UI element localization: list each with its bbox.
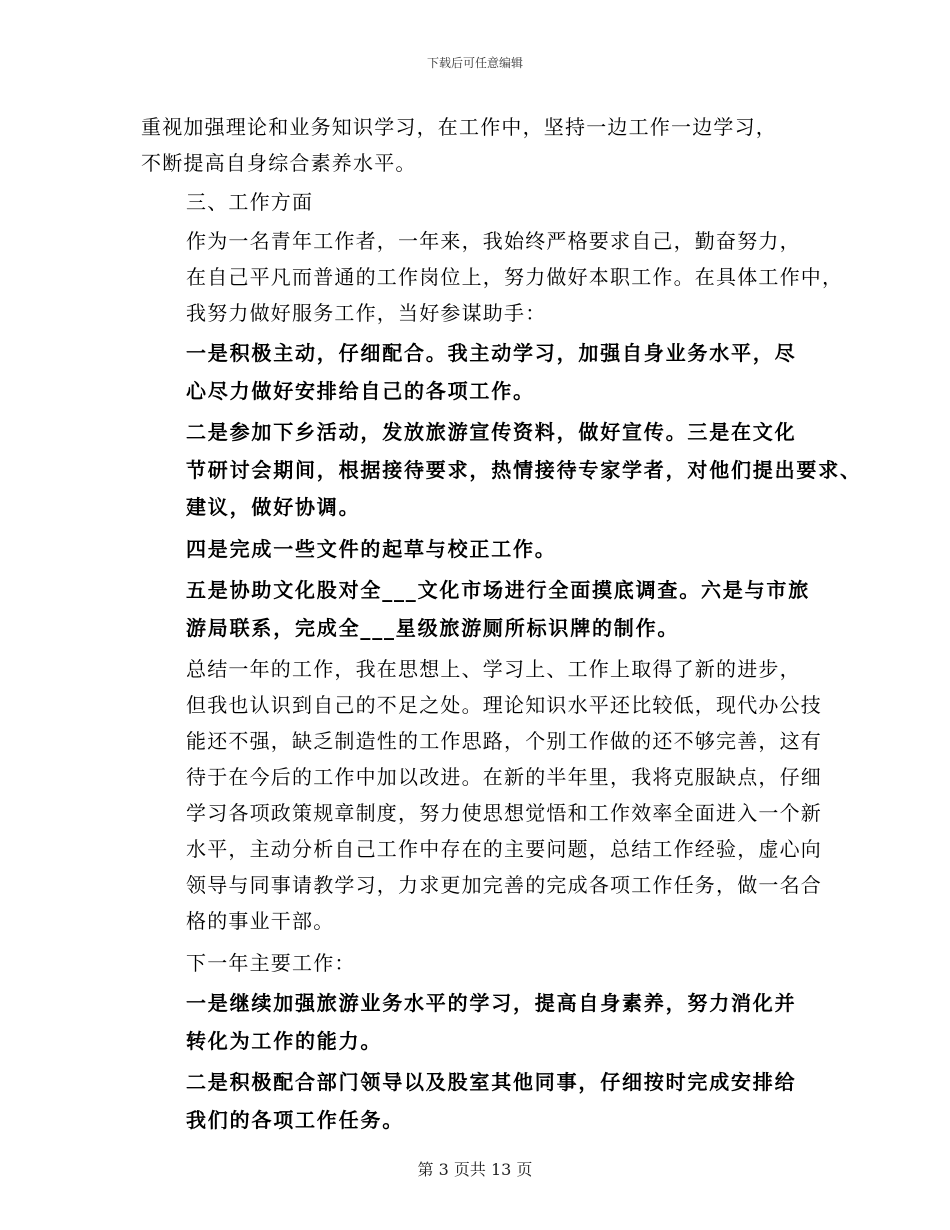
text-line: 二是积极配合部门领导以及股室其他同事，仔细按时完成安排给 [186, 1070, 797, 1094]
text-line: 能还不强，缺乏制造性的工作思路，个别工作做的还不够完善，这有 [186, 729, 822, 753]
text-line: 转化为工作的能力。 [186, 1028, 383, 1053]
text-line: 我们的各项工作任务。 [186, 1107, 404, 1132]
text-line: 游局联系，完成全___星级旅游厕所标识牌的制作。 [186, 615, 680, 640]
text-line: 水平，主动分析自己工作中存在的主要问题，总结工作经验，虚心向 [186, 837, 822, 861]
paragraph-7-bold [141, 572, 821, 647]
text-line: 领导与同事请教学习，力求更加完善的完成各项工作任务，做一名合 [186, 873, 822, 897]
text-line: 建议，做好协调。 [186, 495, 361, 519]
text-line: 我努力做好服务工作，当好参谋助手： [186, 301, 547, 325]
text-line: 三、工作方面 [186, 190, 314, 214]
paragraph-next-2-bold [141, 1064, 821, 1139]
paragraph-next-1-bold [141, 985, 821, 1060]
paragraph-summary [141, 651, 821, 939]
text-line: 待于在今后的工作中加以改进。在新的半年里，我将克服缺点，仔细 [186, 765, 822, 789]
text-line: 节研讨会期间，根据接待要求，热情接待专家学者，对他们提出要求、 [186, 457, 862, 482]
paragraph-3 [141, 223, 844, 331]
page-footer: 第 3 页共 13 页 [417, 1160, 533, 1179]
paragraph-5-bold [141, 414, 862, 527]
text-line: 在自己平凡而普通的工作岗位上，努力做好本职工作。在具体工作中， [186, 265, 844, 289]
text-line: 不断提高自身综合素养水平。 [141, 151, 417, 175]
section-heading-next-year [141, 945, 821, 981]
text-line: 学习各项政策规章制度，努力使思想觉悟和工作效率全面进入一个新 [186, 801, 822, 825]
text-line: 一是积极主动，仔细配合。我主动学习，加强自身业务水平，尽 [186, 341, 797, 365]
document-body [141, 109, 862, 1139]
text-line: 下一年主要工作： [186, 951, 356, 975]
text-line: 重视加强理论和业务知识学习，在工作中，坚持一边工作一边学习， [141, 115, 777, 139]
text-line: 二是参加下乡活动，发放旅游宣传资料，做好宣传。三是在文化 [186, 420, 797, 444]
text-line: 但我也认识到自己的不足之处。理论知识水平还比较低，现代办公技 [186, 693, 822, 717]
text-line: 五是协助文化股对全___文化市场进行全面摸底调查。六是与市旅 [186, 578, 810, 602]
page-header: 下载后可任意编辑 [426, 56, 523, 70]
paragraph-1 [141, 109, 821, 181]
section-heading-work [141, 184, 821, 220]
text-line: 作为一名青年工作者，一年来，我始终严格要求自己，勤奋努力， [186, 229, 801, 253]
text-line: 一是继续加强旅游业务水平的学习，提高自身素养，努力消化并 [186, 991, 797, 1015]
paragraph-6-bold [141, 531, 821, 569]
text-line: 四是完成一些文件的起草与校正工作。 [186, 536, 557, 561]
text-line: 总结一年的工作，我在思想上、学习上、工作上取得了新的进步， [186, 657, 801, 681]
text-line: 心尽力做好安排给自己的各项工作。 [186, 378, 535, 403]
paragraph-4-bold [141, 335, 821, 410]
text-line: 格的事业干部。 [186, 909, 335, 933]
